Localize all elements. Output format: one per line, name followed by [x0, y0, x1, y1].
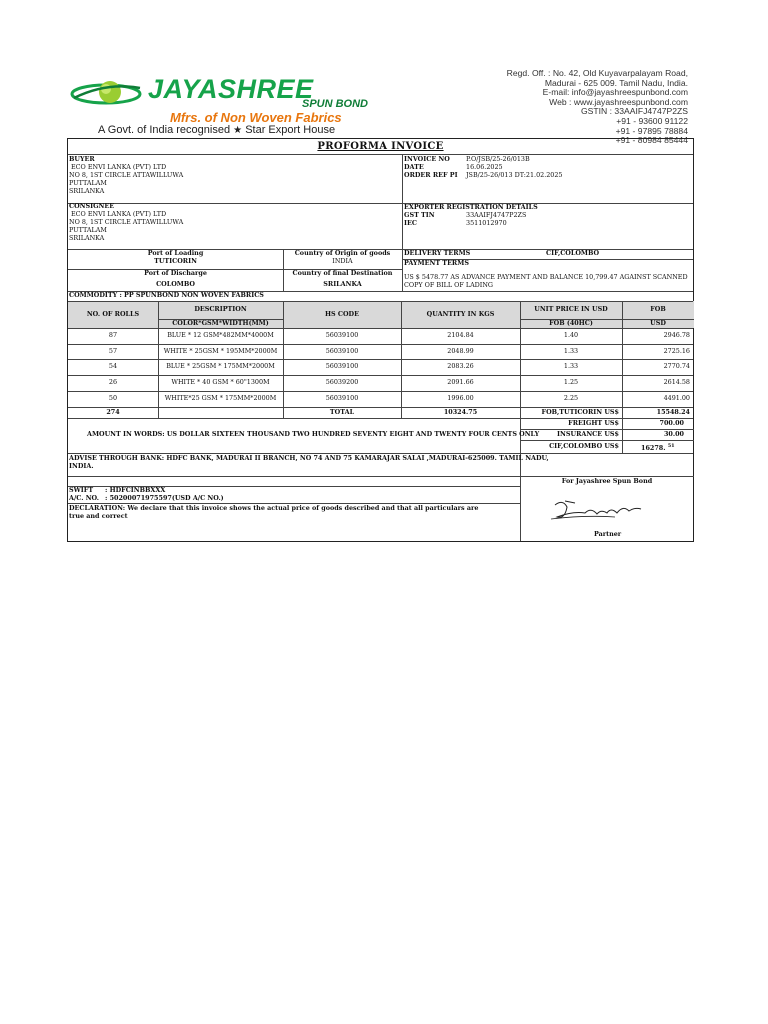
swift-label: SWIFT	[69, 486, 94, 494]
origin-value: INDIA	[332, 257, 353, 265]
phone-line: +91 - 80984 85444	[615, 135, 688, 146]
invoice-table	[67, 135, 694, 542]
col-rolls: NO. OF ROLLS	[86, 310, 140, 318]
buyer-line: PUTTALAM	[69, 179, 107, 187]
rule	[68, 344, 693, 345]
invoice-no: P.O/JSB/25-26/013B	[466, 155, 530, 163]
rule	[68, 154, 693, 155]
address-line: Regd. Off. : No. 42, Old Kuyavarpalayam Road,	[506, 68, 688, 78]
insurance-label: INSURANCE US$	[557, 430, 619, 438]
col-description-sub: COLOR*GSM*WIDTH(MM)	[172, 319, 269, 327]
row-quantity: 2091.66	[447, 378, 474, 386]
buyer-label: BUYER	[69, 155, 95, 163]
row-fob: 2725.16	[663, 347, 690, 355]
commodity: COMMODITY : PP SPUNBOND NON WOVEN FABRICS	[69, 291, 264, 299]
rule	[68, 301, 693, 302]
row-fob: 2614.58	[663, 378, 690, 386]
row-quantity: 2048.99	[447, 347, 474, 355]
buyer-line: SRILANKA	[69, 187, 105, 195]
row-quantity: 2083.26	[447, 362, 474, 370]
email-line: E-mail: info@jayashreespunbond.com	[542, 87, 688, 98]
star-icon: ★	[233, 125, 243, 136]
row-unit-price: 1.40	[563, 331, 579, 339]
iec-value: 3511012970	[466, 219, 507, 227]
phone-line: +91 - 93600 91122	[616, 115, 688, 126]
bank-details: ADVISE THROUGH BANK: HDFC BANK, MADURAI II BRANCH, NO 74 AND 75 KAMARAJAR SALAI ,MADURAI-625009. TAMIL NADU,	[69, 454, 549, 462]
row-fob: 4491.00	[663, 394, 690, 402]
bank-details-2: INDIA.	[69, 462, 94, 470]
rule	[68, 375, 693, 376]
freight-value: 700.00	[659, 419, 684, 427]
col-hs-code: HS CODE	[325, 310, 359, 318]
total-label: TOTAL	[329, 408, 355, 416]
address-line: Madurai - 625 009. Tamil Nadu, India.	[544, 77, 688, 88]
consignee-label: CONSIGNEE	[69, 202, 115, 210]
declaration-2: true and correct	[69, 512, 128, 520]
row-rolls: 57	[108, 347, 118, 355]
col-fob-sub: USD	[650, 319, 666, 327]
brand-tagline: Mfrs. of Non Woven Fabrics	[170, 110, 342, 125]
gstin-line: GSTIN : 33AAIFJ4747P2ZS	[581, 106, 688, 117]
payment-terms-label: PAYMENT TERMS	[404, 259, 469, 267]
order-ref-value: JSB/25-26/013 DT:21.02.2025	[466, 171, 563, 179]
row-unit-price: 2.25	[563, 394, 579, 402]
total-quantity: 10324.75	[443, 408, 478, 416]
consignee-line: ECO ENVI LANKA (PVT) LTD	[71, 210, 167, 218]
amount-in-words: AMOUNT IN WORDS: US DOLLAR SIXTEEN THOUSAND TWO HUNDRED SEVENTY EIGHT AND TWENTY FOUR CENTS ONLY	[87, 430, 540, 438]
partner-label: Partner	[594, 530, 622, 538]
fob-tuticorin-value: 15548.24	[656, 408, 690, 416]
col-unit-price-sub: FOB (40HC)	[549, 319, 593, 327]
row-unit-price: 1.25	[563, 378, 579, 386]
freight-label: FREIGHT US$	[568, 419, 619, 427]
row-fob: 2770.74	[663, 362, 690, 370]
buyer-line: NO 8, 1ST CIRCLE ATTAWILLUWA	[69, 171, 184, 179]
invoice-title: PROFORMA INVOICE	[317, 141, 444, 152]
cif-amount: 16278.	[641, 444, 666, 453]
col-unit-price: UNIT PRICE IN USD	[534, 305, 608, 313]
invoice-no-label: INVOICE NO	[404, 155, 450, 163]
date-value: 16.06.2025	[466, 163, 503, 171]
row-hs-code: 56039100	[325, 347, 359, 355]
consignee-line: PUTTALAM	[69, 226, 107, 234]
for-company: For Jayashree Spun Bond	[561, 477, 653, 485]
delivery-terms-value: CIF,COLOMBO	[546, 249, 600, 257]
rule	[68, 328, 693, 329]
gst-label: GST TIN	[404, 211, 435, 219]
row-hs-code: 56039100	[325, 362, 359, 370]
cif-decimals: 51	[667, 443, 675, 449]
rule	[68, 476, 520, 477]
port-discharge-value: COLOMBO	[156, 280, 195, 288]
company-logo	[66, 70, 396, 140]
brand-name: JAYASHREE	[148, 74, 314, 104]
row-rolls: 54	[108, 362, 118, 370]
rule	[520, 440, 694, 441]
port-discharge-label: Port of Discharge	[144, 269, 207, 277]
delivery-terms-label: DELIVERY TERMS	[404, 249, 471, 257]
govt-text: A Govt. of India recognised	[98, 124, 231, 136]
company-address	[507, 69, 688, 146]
rule	[68, 391, 693, 392]
rule	[68, 359, 693, 360]
cif-label: CIF,COLOMBO US$	[549, 442, 619, 450]
total-rolls: 274	[106, 408, 120, 416]
order-ref-label: ORDER REF PI	[404, 171, 458, 179]
iec-label: IEC	[404, 219, 417, 227]
row-quantity: 1996.00	[447, 394, 474, 402]
final-dest-label: Country of final Destination	[292, 269, 393, 277]
logo-swoosh-icon	[70, 78, 142, 108]
row-unit-price: 1.33	[563, 347, 579, 355]
swift-value: : HDFCINBBXXX	[105, 486, 166, 494]
row-rolls: 87	[108, 331, 118, 339]
row-hs-code: 56039100	[325, 331, 359, 339]
row-description: BLUE * 25GSM * 175MM*2000M	[166, 362, 275, 370]
row-hs-code: 56039200	[325, 378, 359, 386]
payment-terms-value: US $ 5478.77 AS ADVANCE PAYMENT AND BALANCE 10,799.47 AGAINST SCANNED	[404, 273, 688, 281]
fob-tuticorin-label: FOB,TUTICORIN US$	[541, 408, 619, 416]
row-description: BLUE * 12 GSM*482MM*4000M	[167, 331, 274, 339]
gst-value: 33AAIFJ4747P2ZS	[466, 211, 527, 219]
payment-terms-value-2: COPY OF BILL OF LADING	[404, 281, 494, 289]
row-rolls: 50	[108, 394, 118, 402]
row-quantity: 2104.84	[447, 331, 474, 339]
col-description: DESCRIPTION	[194, 305, 247, 313]
brand-subname: SPUN BOND	[302, 98, 369, 110]
final-dest-value: SRILANKA	[323, 280, 362, 288]
rule	[402, 154, 403, 291]
account-label: A/C. NO.	[69, 494, 99, 502]
row-hs-code: 56039100	[325, 394, 359, 402]
consignee-line: SRILANKA	[69, 234, 105, 242]
date-label: DATE	[404, 163, 424, 171]
exporter-label: EXPORTER REGISTRATION DETAILS	[404, 203, 538, 211]
port-loading-value: TUTICORIN	[154, 257, 197, 265]
port-loading-label: Port of Loading	[147, 249, 204, 257]
col-fob: FOB	[650, 305, 666, 313]
rule	[68, 203, 402, 204]
row-fob: 2946.78	[663, 331, 690, 339]
phone-line: +91 - 97895 78884	[615, 125, 688, 136]
buyer-line: ECO ENVI LANKA (PVT) LTD	[71, 163, 167, 171]
row-unit-price: 1.33	[563, 362, 579, 370]
govt-recognition	[98, 124, 335, 136]
signature	[545, 497, 655, 523]
origin-label: Country of Origin of goods	[294, 249, 391, 257]
row-description: WHITE*25 GSM * 175MM*2000M	[164, 394, 277, 402]
row-description: WHITE * 25GSM * 195MM*2000M	[163, 347, 278, 355]
row-rolls: 26	[108, 378, 118, 386]
cif-value	[641, 443, 675, 453]
consignee-line: NO 8, 1ST CIRCLE ATTAWILLUWA	[69, 218, 184, 226]
account-value: : 50200071975597(USD A/C NO.)	[105, 494, 224, 502]
row-description: WHITE * 40 GSM * 60"1300M	[171, 378, 270, 386]
col-quantity: QUANTITY IN KGS	[426, 310, 495, 318]
declaration: DECLARATION: We declare that this invoice shows the actual price of goods described and that all particulars are	[69, 504, 479, 512]
govt-text-2: Star Export House	[245, 124, 336, 136]
insurance-value: 30.00	[663, 430, 684, 438]
web-line: Web : www.jayashreespunbond.com	[549, 96, 688, 107]
